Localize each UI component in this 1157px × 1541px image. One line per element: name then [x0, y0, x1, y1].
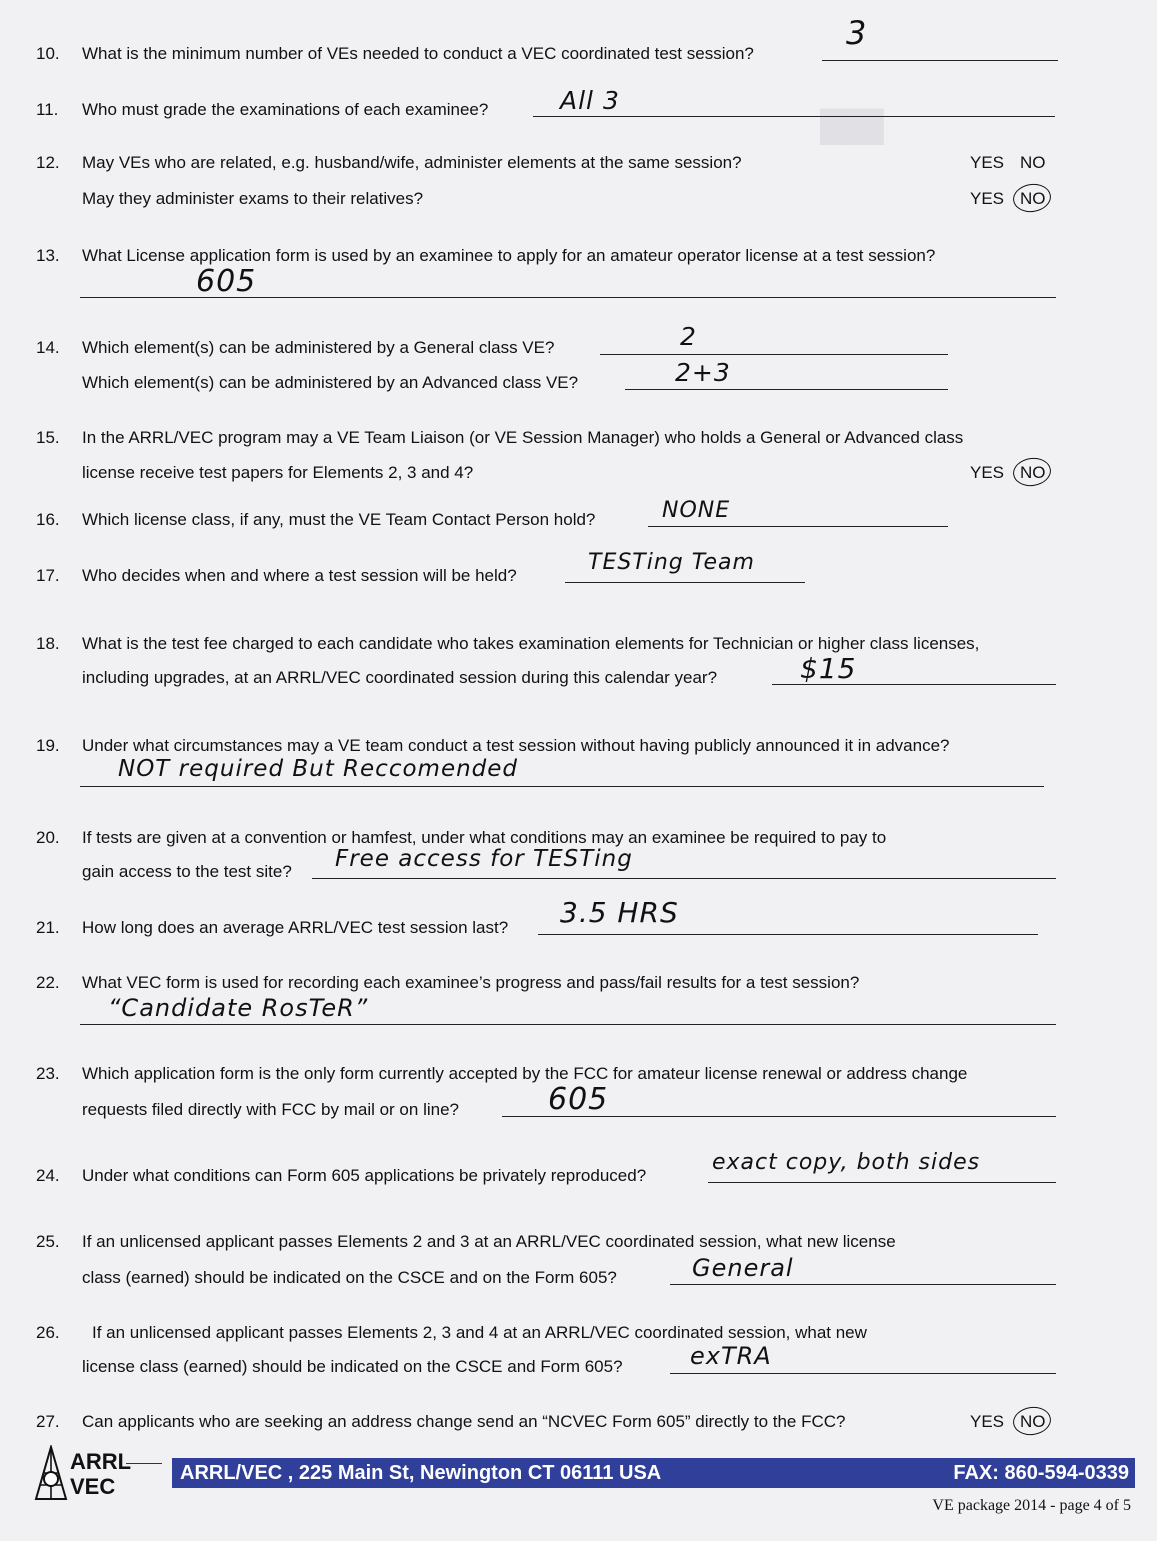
answer-line-14a[interactable] — [600, 354, 948, 355]
q12a-yes[interactable]: YES — [970, 153, 1005, 172]
answer-19: NOT required But Reccomended — [118, 756, 519, 782]
answer-23: 605 — [548, 1082, 609, 1117]
answer-11: All 3 — [560, 86, 620, 115]
q12b-no[interactable]: NO — [1020, 189, 1046, 208]
answer-line-11[interactable] — [533, 116, 1055, 117]
answer-line-22[interactable] — [80, 1024, 1056, 1025]
logo-arrl: ARRL — [70, 1449, 132, 1474]
footer-address: ARRL/VEC , 225 Main St, Newington CT 06111 USA — [180, 1462, 662, 1484]
answer-14b: 2+3 — [675, 358, 731, 387]
answer-24: exact copy, both sides — [712, 1150, 981, 1175]
answer-line-24[interactable] — [708, 1182, 1056, 1183]
answer-16: NONE — [662, 498, 731, 523]
footer-bar — [172, 1458, 1135, 1488]
answer-21: 3.5 HRS — [560, 896, 679, 929]
q12a-no[interactable]: NO — [1020, 153, 1046, 172]
answer-line-21[interactable] — [538, 934, 1038, 935]
q27-no-circle — [1011, 1404, 1053, 1437]
answer-20: Free access for TESTing — [335, 846, 633, 872]
page-note: VE package 2014 - page 4 of 5 — [932, 1497, 1131, 1514]
q12b-yes[interactable]: YES — [970, 189, 1005, 208]
answer-line-26[interactable] — [670, 1373, 1056, 1374]
logo-vec: VEC — [70, 1474, 116, 1499]
answer-line-10[interactable] — [822, 60, 1058, 61]
answer-line-25[interactable] — [670, 1284, 1056, 1285]
bleed-through-decoration: ███ — [820, 110, 884, 143]
q27-yes[interactable]: YES — [970, 1412, 1005, 1431]
answer-line-16[interactable] — [648, 526, 948, 527]
antenna-icon — [34, 1445, 68, 1501]
arrl-logo — [34, 1445, 164, 1501]
q15-no[interactable]: NO — [1020, 463, 1046, 482]
q15-no-circle — [1011, 455, 1053, 488]
answer-26: exTRA — [690, 1342, 772, 1370]
q12b-no-circle — [1011, 181, 1053, 214]
answer-18: $15 — [800, 652, 857, 685]
answer-10: 3 — [846, 14, 868, 52]
answer-25: General — [692, 1254, 794, 1282]
answer-14a: 2 — [680, 322, 697, 351]
q27-no[interactable]: NO — [1020, 1412, 1046, 1431]
answer-line-20[interactable] — [312, 878, 1056, 879]
footer-fax: FAX: 860-594-0339 — [953, 1462, 1129, 1484]
form-page: ███ 10. What is the minimum number of VEs needed to conduct a VEC coordinated test session? 3 11. Who must grade the examinations of each examinee? All 3 12. May VEs who are related, e.g. husband/wife, administer elements at the same session? YES NO May they administer exams to their relatives? YES NO 13. What License application form is used by an examinee to apply for an amateur operator license at a test session? 605 14. Which element(s) can be administered by a General class VE? 2 Which element(s) can be administered by an Advanced class VE? 2+3 15. In the ARRL/VEC program may a VE Team Liaison (or VE Session Manager) who holds a General or Advanced class license receive test papers for Elements 2, 3 and 4? YES NO 16. Which license class, if any, must the VE Team Contact Person hold? NONE 17. Who decides when and where a test session will be held? TESTing Team 18. What is the test fee charged to each candidate who takes examination elements for Technician or higher class licenses, including upgrades, at an ARRL/VEC coordinated session during this calendar year? $15 19. Under what circumstances may a VE team conduct a test session without having publicly announced it in advance? NOT required But Reccomended 20. If tests are given at a convention or hamfest, under what conditions may an examinee be required to pay to gain access to the test site? Free access for TESTing 21. How long does an average ARRL/VEC test session last? 3.5 HRS 22. What VEC form is used for recording each examinee’s progress and pass/fail results for a test session? “Candidate RosTeR” 23. Which application form is the only form currently accepted by the FCC for amateur license renewal or address change requests filed directly with FCC by mail or on line? 605 24. Under what conditions can Form 605 applications be privately reproduced? exact copy, both sides 25. If an unlicensed applicant passes Elements 2 and 3 at an ARRL/VEC coordinated session, what new license class (earned) should be indicated on the CSCE and on the Form 605? General 26. If an unlicensed applicant passes Elements 2, 3 and 4 at an ARRL/VEC coordinated session, what new license class (earned) should be indicated on the CSCE and Form 605? exTRA 27. Can applicants who are seeking an address change send an “NCVEC Form 605” directly to the FCC? YES NO ARRL VEC ARRL/VEC , 225 Main St, Newington CT 06111 USA FAX: 860-594-0339 VE package 2014 - page 4 of 5 — [0, 0, 1157, 1541]
answer-line-19[interactable] — [80, 786, 1044, 787]
answer-line-17[interactable] — [565, 582, 805, 583]
answer-line-14b[interactable] — [625, 389, 948, 390]
answer-22: “Candidate RosTeR” — [108, 994, 369, 1022]
q15-yes[interactable]: YES — [970, 463, 1005, 482]
answer-17: TESTing Team — [588, 550, 755, 575]
answer-13: 605 — [196, 264, 257, 299]
logo-underline — [126, 1463, 162, 1464]
